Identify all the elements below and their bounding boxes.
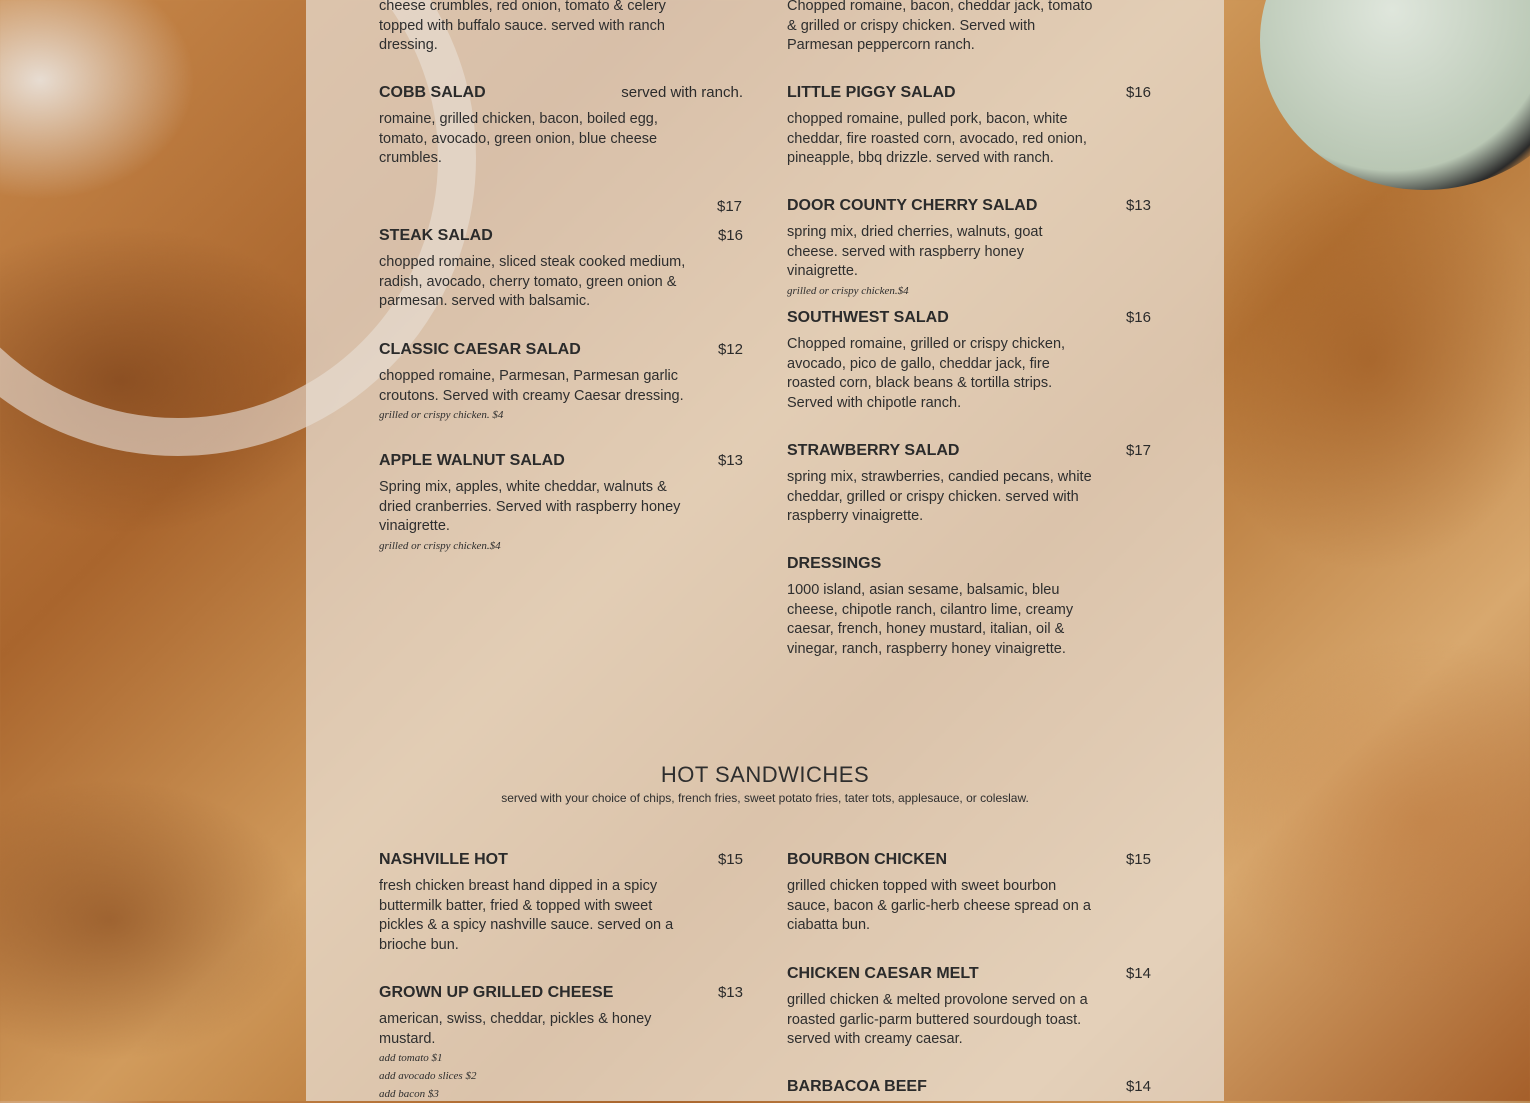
item-aside: served with ranch. [621, 84, 743, 101]
menu-item-little-piggy-salad [787, 84, 1151, 169]
item-name: STEAK SALAD [379, 227, 493, 244]
menu-item-steak-salad [379, 227, 743, 312]
item-addon-note: grilled or crispy chicken. $4 [379, 409, 504, 421]
item-name: DOOR COUNTY CHERRY SALAD [787, 197, 1038, 214]
buffalo-salad-description: cheese crumbles, red onion, tomato & celery topped with buffalo sauce. served with ranch dressing. [379, 0, 666, 53]
item-price: $13 [717, 452, 743, 469]
item-description: spring mix, dried cherries, walnuts, goat cheese. served with raspberry honey vinaigrette. [787, 224, 1043, 279]
item-description: fresh chicken breast hand dipped in a spicy buttermilk batter, fried & topped with sweet pickles & a spicy nashville sauce. served on a brioche bun. [379, 878, 674, 953]
menu-item-dressings [787, 555, 1151, 659]
item-name: CLASSIC CAESAR SALAD [379, 341, 581, 358]
item-price: $13 [1125, 197, 1151, 214]
item-name: NASHVILLE HOT [379, 851, 508, 868]
item-price: $16 [717, 227, 743, 244]
menu-item-chicken-caesar-melt [787, 965, 1151, 1050]
item-price: $12 [717, 341, 743, 358]
item-name: CHICKEN CAESAR MELT [787, 965, 979, 982]
menu-item-classic-caesar-salad [379, 341, 743, 424]
menu-item-barbacoa-beef [787, 1078, 1151, 1096]
item-price: $15 [717, 851, 743, 868]
item-description: spring mix, strawberries, candied pecans, white cheddar, grilled or crispy chicken. served with raspberry vinaigrette. [787, 469, 1092, 524]
item-name: DRESSINGS [787, 555, 882, 572]
item-price: $16 [1125, 84, 1151, 101]
item-addon-note: grilled or crispy chicken.$4 [379, 539, 501, 552]
item-addon-note: add avocado slices $2 [379, 1070, 477, 1082]
section-title-hot-sandwiches: HOT SANDWICHES [660, 762, 870, 787]
menu-item-nashville-hot [379, 851, 743, 955]
item-price: $14 [1125, 1078, 1151, 1095]
item-addon-note: grilled or crispy chicken.$4 [787, 284, 909, 297]
menu-item-apple-walnut-salad [379, 452, 743, 555]
item-description: 1000 island, asian sesame, balsamic, bleu cheese, chipotle ranch, cilantro lime, creamy caesar, french, honey mustard, italian, oil & vinegar, ranch, raspberry honey vinaigrette. [787, 582, 1074, 657]
background-sauce-cup [1260, 0, 1530, 190]
menu-item-bourbon-chicken [787, 851, 1151, 936]
item-price: $13 [717, 984, 743, 1001]
item-addon-note: add tomato $1 [379, 1052, 443, 1064]
item-description: grilled chicken topped with sweet bourbon sauce, bacon & garlic-herb cheese spread on a ciabatta bun. [787, 878, 1091, 933]
item-price: $17 [1125, 442, 1151, 459]
item-price: $15 [1125, 851, 1151, 868]
menu-item-grown-up-grilled-cheese [379, 984, 743, 1103]
item-description: Spring mix, apples, white cheddar, walnuts & dried cranberries. Served with raspberry honey vinaigrette. [379, 479, 681, 534]
cobb-price: $17 [717, 198, 743, 215]
item-name: LITTLE PIGGY SALAD [787, 84, 956, 101]
menu-item-strawberry-salad [787, 442, 1151, 527]
item-name: GROWN UP GRILLED CHEESE [379, 984, 614, 1001]
item-description: chopped romaine, sliced steak cooked medium, radish, avocado, cherry tomato, green onion & parmesan. served with balsamic. [379, 254, 686, 309]
item-name: APPLE WALNUT SALAD [379, 452, 565, 469]
item-description: chopped romaine, Parmesan, Parmesan garlic croutons. Served with creamy Caesar dressing. [379, 368, 684, 404]
item-description: grilled chicken & melted provolone served on a roasted garlic-parm buttered sourdough toast. served with creamy caesar. [787, 992, 1088, 1047]
item-name: SOUTHWEST SALAD [787, 309, 949, 326]
item-description: american, swiss, cheddar, pickles & honey mustard. [379, 1011, 652, 1047]
item-name: BOURBON CHICKEN [787, 851, 947, 868]
chef-salad-description: Chopped romaine, bacon, cheddar jack, tomato & grilled or crispy chicken. Served with Parmesan peppercorn ranch. [787, 0, 1093, 53]
section-subtitle: served with your choice of chips, french fries, sweet potato fries, tater tots, applesauce, or coleslaw. [501, 791, 1029, 805]
menu-item-cobb-salad [379, 84, 743, 169]
menu-item-southwest-salad [787, 309, 1151, 413]
item-price: $16 [1125, 309, 1151, 326]
item-addon-note: add bacon $3 [379, 1088, 439, 1100]
item-name: COBB SALAD [379, 84, 486, 101]
item-description: chopped romaine, pulled pork, bacon, white cheddar, fire roasted corn, avocado, red onion, pineapple, bbq drizzle. served with ranch. [787, 111, 1087, 166]
item-price: $14 [1125, 965, 1151, 982]
item-description: Chopped romaine, grilled or crispy chicken, avocado, pico de gallo, cheddar jack, fire roasted corn, black beans & tortilla strips. Served with chipotle ranch. [787, 336, 1066, 411]
item-description: romaine, grilled chicken, bacon, boiled egg, tomato, avocado, green onion, blue cheese crumbles. [379, 111, 658, 166]
item-name: STRAWBERRY SALAD [787, 442, 960, 459]
item-name: BARBACOA BEEF [787, 1078, 927, 1095]
menu-item-door-county-cherry-salad [787, 197, 1151, 300]
